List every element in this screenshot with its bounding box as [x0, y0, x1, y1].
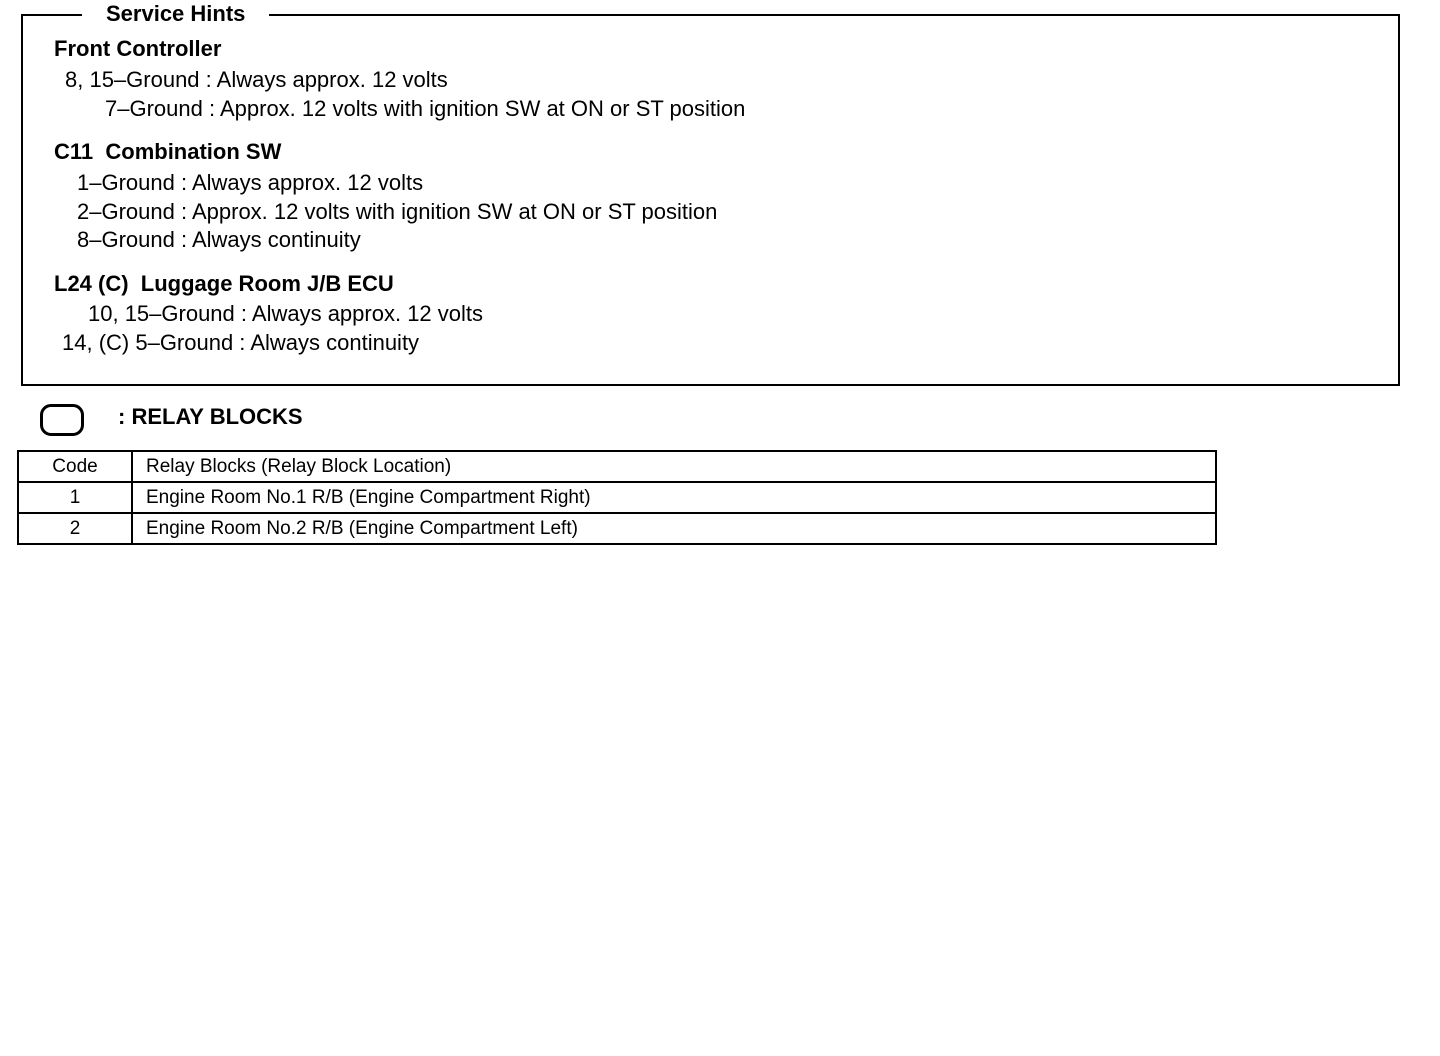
- hint-line: 2–Ground : Approx. 12 volts with ignition SW at ON or ST position: [77, 199, 718, 224]
- cell-code: 2: [18, 513, 132, 544]
- rounded-rectangle-icon: [40, 404, 84, 436]
- hint-line: 8, 15–Ground : Always approx. 12 volts: [65, 67, 448, 92]
- section-title-luggage-room-jb-ecu: L24 (C) Luggage Room J/B ECU: [54, 271, 394, 296]
- cell-relay-block: Engine Room No.1 R/B (Engine Compartment Right): [132, 482, 1216, 513]
- relay-blocks-label: : RELAY BLOCKS: [118, 404, 303, 429]
- table-row: [18, 482, 1216, 513]
- section-title-combination-sw: C11 Combination SW: [54, 139, 282, 164]
- column-header-code: Code: [18, 451, 132, 482]
- relay-blocks-table: [17, 450, 1217, 545]
- cell-code: 1: [18, 482, 132, 513]
- hint-line: 14, (C) 5–Ground : Always continuity: [62, 330, 420, 355]
- cell-relay-block: Engine Room No.2 R/B (Engine Compartment Left): [132, 513, 1216, 544]
- hint-line: 1–Ground : Always approx. 12 volts: [77, 170, 424, 195]
- table-header-row: [18, 451, 1216, 482]
- hint-line: 10, 15–Ground : Always approx. 12 volts: [88, 301, 484, 326]
- hint-line: 7–Ground : Approx. 12 volts with ignition SW at ON or ST position: [105, 96, 746, 121]
- hint-line: 8–Ground : Always continuity: [77, 227, 361, 252]
- column-header-relay-blocks: Relay Blocks (Relay Block Location): [132, 451, 1216, 482]
- section-title-front-controller: Front Controller: [54, 36, 222, 61]
- table-row: [18, 513, 1216, 544]
- service-hints-title: Service Hints: [82, 1, 269, 27]
